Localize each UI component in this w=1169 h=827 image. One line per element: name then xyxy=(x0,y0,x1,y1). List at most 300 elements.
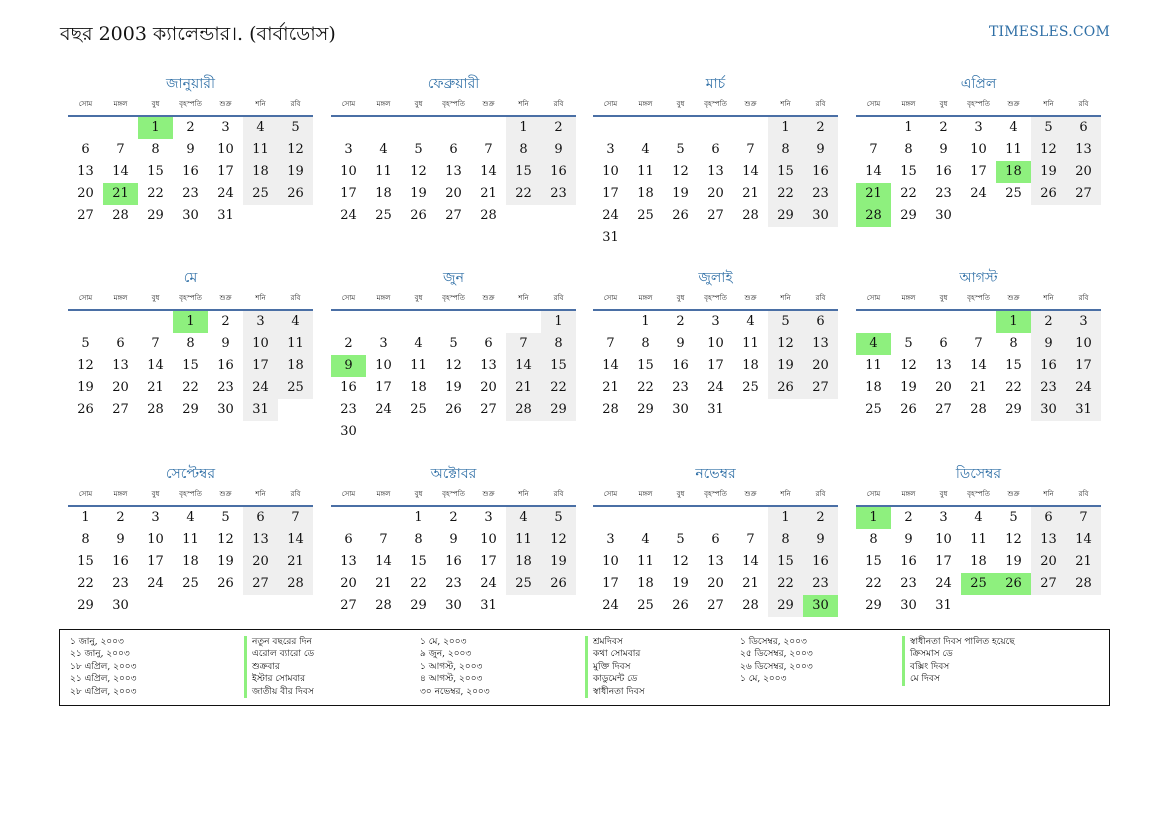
day-cell[interactable]: 20 xyxy=(935,380,952,395)
day-cell[interactable]: 26 xyxy=(900,402,917,417)
day-cell[interactable]: 20 xyxy=(707,186,724,201)
day-cell[interactable]: 15 xyxy=(768,161,803,183)
day-cell[interactable]: 26 xyxy=(77,402,94,417)
day-cell[interactable]: 20 xyxy=(803,355,838,377)
day-cell[interactable]: 22 xyxy=(182,380,199,395)
day-cell[interactable]: 29 xyxy=(768,205,803,227)
day-cell[interactable]: 12 xyxy=(541,529,576,551)
holiday-day-cell[interactable]: 1 xyxy=(856,507,891,529)
day-cell[interactable]: 12 xyxy=(217,532,234,547)
day-cell[interactable]: 9 xyxy=(541,139,576,161)
day-cell[interactable]: 8 xyxy=(768,139,803,161)
day-cell[interactable]: 11 xyxy=(410,358,427,373)
day-cell[interactable]: 19 xyxy=(445,380,462,395)
day-cell[interactable]: 21 xyxy=(375,576,392,591)
day-cell[interactable]: 19 xyxy=(278,161,313,183)
day-cell[interactable]: 8 xyxy=(869,532,878,547)
day-cell[interactable]: 28 xyxy=(742,598,759,613)
day-cell[interactable]: 14 xyxy=(602,358,619,373)
day-cell[interactable]: 10 xyxy=(1066,333,1101,355)
day-cell[interactable]: 4 xyxy=(746,314,755,329)
day-cell[interactable]: 7 xyxy=(746,532,755,547)
day-cell[interactable]: 28 xyxy=(112,208,129,223)
day-cell[interactable]: 5 xyxy=(1031,117,1066,139)
day-cell[interactable]: 27 xyxy=(1031,573,1066,595)
day-cell[interactable]: 3 xyxy=(379,336,388,351)
day-cell[interactable]: 21 xyxy=(602,380,619,395)
day-cell[interactable]: 2 xyxy=(803,117,838,139)
day-cell[interactable]: 26 xyxy=(410,208,427,223)
day-cell[interactable]: 22 xyxy=(77,576,94,591)
day-cell[interactable]: 2 xyxy=(116,510,125,525)
day-cell[interactable]: 23 xyxy=(900,576,917,591)
day-cell[interactable]: 23 xyxy=(112,576,129,591)
day-cell[interactable]: 15 xyxy=(900,164,917,179)
day-cell[interactable]: 5 xyxy=(676,142,685,157)
day-cell[interactable]: 7 xyxy=(151,336,160,351)
day-cell[interactable]: 11 xyxy=(1005,142,1022,157)
day-cell[interactable]: 13 xyxy=(480,358,497,373)
day-cell[interactable]: 14 xyxy=(112,164,129,179)
day-cell[interactable]: 23 xyxy=(445,576,462,591)
day-cell[interactable]: 16 xyxy=(900,554,917,569)
day-cell[interactable]: 5 xyxy=(221,510,230,525)
day-cell[interactable]: 17 xyxy=(707,358,724,373)
day-cell[interactable]: 13 xyxy=(340,554,357,569)
day-cell[interactable]: 29 xyxy=(768,595,803,617)
day-cell[interactable]: 29 xyxy=(410,598,427,613)
day-cell[interactable]: 27 xyxy=(243,573,278,595)
day-cell[interactable]: 26 xyxy=(1031,183,1066,205)
day-cell[interactable]: 27 xyxy=(1066,183,1101,205)
day-cell[interactable]: 13 xyxy=(707,554,724,569)
day-cell[interactable]: 17 xyxy=(1066,355,1101,377)
day-cell[interactable]: 21 xyxy=(506,377,541,399)
day-cell[interactable]: 16 xyxy=(217,358,234,373)
day-cell[interactable]: 9 xyxy=(449,532,458,547)
day-cell[interactable]: 9 xyxy=(186,142,195,157)
day-cell[interactable]: 25 xyxy=(278,377,313,399)
day-cell[interactable]: 27 xyxy=(707,598,724,613)
holiday-day-cell[interactable]: 28 xyxy=(856,205,891,227)
day-cell[interactable]: 29 xyxy=(541,399,576,421)
day-cell[interactable]: 8 xyxy=(541,333,576,355)
day-cell[interactable]: 30 xyxy=(803,205,838,227)
day-cell[interactable]: 20 xyxy=(340,576,357,591)
day-cell[interactable]: 20 xyxy=(112,380,129,395)
day-cell[interactable]: 17 xyxy=(935,554,952,569)
day-cell[interactable]: 23 xyxy=(217,380,234,395)
day-cell[interactable]: 16 xyxy=(112,554,129,569)
day-cell[interactable]: 24 xyxy=(970,186,987,201)
day-cell[interactable]: 3 xyxy=(606,142,615,157)
holiday-day-cell[interactable]: 4 xyxy=(856,333,891,355)
day-cell[interactable]: 15 xyxy=(410,554,427,569)
day-cell[interactable]: 12 xyxy=(900,358,917,373)
day-cell[interactable]: 21 xyxy=(970,380,987,395)
day-cell[interactable]: 3 xyxy=(1066,311,1101,333)
day-cell[interactable]: 25 xyxy=(243,183,278,205)
day-cell[interactable]: 1 xyxy=(768,507,803,529)
day-cell[interactable]: 21 xyxy=(742,576,759,591)
day-cell[interactable]: 3 xyxy=(344,142,353,157)
day-cell[interactable]: 24 xyxy=(217,186,234,201)
day-cell[interactable]: 24 xyxy=(480,576,497,591)
day-cell[interactable]: 20 xyxy=(1031,551,1066,573)
day-cell[interactable]: 27 xyxy=(480,402,497,417)
day-cell[interactable]: 4 xyxy=(974,510,983,525)
day-cell[interactable]: 7 xyxy=(506,333,541,355)
day-cell[interactable]: 10 xyxy=(970,142,987,157)
day-cell[interactable]: 28 xyxy=(506,399,541,421)
day-cell[interactable]: 24 xyxy=(1066,377,1101,399)
day-cell[interactable]: 28 xyxy=(480,208,497,223)
day-cell[interactable]: 16 xyxy=(803,551,838,573)
day-cell[interactable]: 13 xyxy=(935,358,952,373)
day-cell[interactable]: 15 xyxy=(637,358,654,373)
day-cell[interactable]: 11 xyxy=(375,164,392,179)
day-cell[interactable]: 13 xyxy=(707,164,724,179)
day-cell[interactable]: 1 xyxy=(81,510,90,525)
day-cell[interactable]: 29 xyxy=(77,598,94,613)
day-cell[interactable]: 5 xyxy=(541,507,576,529)
day-cell[interactable]: 2 xyxy=(939,120,948,135)
day-cell[interactable]: 21 xyxy=(742,186,759,201)
day-cell[interactable]: 13 xyxy=(1066,139,1101,161)
day-cell[interactable]: 31 xyxy=(1066,399,1101,421)
day-cell[interactable]: 3 xyxy=(243,311,278,333)
day-cell[interactable]: 11 xyxy=(742,336,759,351)
day-cell[interactable]: 9 xyxy=(221,336,230,351)
day-cell[interactable]: 8 xyxy=(506,139,541,161)
day-cell[interactable]: 3 xyxy=(939,510,948,525)
day-cell[interactable]: 4 xyxy=(641,142,650,157)
day-cell[interactable]: 17 xyxy=(602,186,619,201)
day-cell[interactable]: 1 xyxy=(641,314,650,329)
day-cell[interactable]: 5 xyxy=(1009,510,1018,525)
day-cell[interactable]: 10 xyxy=(935,532,952,547)
day-cell[interactable]: 1 xyxy=(904,120,913,135)
day-cell[interactable]: 22 xyxy=(768,573,803,595)
day-cell[interactable]: 26 xyxy=(541,573,576,595)
day-cell[interactable]: 31 xyxy=(707,402,724,417)
day-cell[interactable]: 23 xyxy=(935,186,952,201)
day-cell[interactable]: 23 xyxy=(182,186,199,201)
day-cell[interactable]: 8 xyxy=(1009,336,1018,351)
day-cell[interactable]: 24 xyxy=(707,380,724,395)
day-cell[interactable]: 13 xyxy=(1031,529,1066,551)
day-cell[interactable]: 5 xyxy=(414,142,423,157)
day-cell[interactable]: 4 xyxy=(379,142,388,157)
day-cell[interactable]: 27 xyxy=(935,402,952,417)
day-cell[interactable]: 27 xyxy=(77,208,94,223)
day-cell[interactable]: 4 xyxy=(1009,120,1018,135)
day-cell[interactable]: 12 xyxy=(1005,532,1022,547)
holiday-day-cell[interactable]: 1 xyxy=(996,311,1031,333)
day-cell[interactable]: 19 xyxy=(672,186,689,201)
day-cell[interactable]: 9 xyxy=(803,139,838,161)
day-cell[interactable]: 11 xyxy=(243,139,278,161)
day-cell[interactable]: 8 xyxy=(186,336,195,351)
day-cell[interactable]: 21 xyxy=(147,380,164,395)
holiday-day-cell[interactable]: 30 xyxy=(803,595,838,617)
day-cell[interactable]: 5 xyxy=(676,532,685,547)
day-cell[interactable]: 17 xyxy=(375,380,392,395)
day-cell[interactable]: 19 xyxy=(541,551,576,573)
day-cell[interactable]: 13 xyxy=(803,333,838,355)
day-cell[interactable]: 26 xyxy=(672,208,689,223)
day-cell[interactable]: 3 xyxy=(484,510,493,525)
day-cell[interactable]: 23 xyxy=(803,573,838,595)
day-cell[interactable]: 22 xyxy=(410,576,427,591)
day-cell[interactable]: 29 xyxy=(147,208,164,223)
day-cell[interactable]: 17 xyxy=(243,355,278,377)
holiday-day-cell[interactable]: 21 xyxy=(856,183,891,205)
day-cell[interactable]: 2 xyxy=(541,117,576,139)
holiday-day-cell[interactable]: 18 xyxy=(996,161,1031,183)
day-cell[interactable]: 22 xyxy=(865,576,882,591)
day-cell[interactable]: 3 xyxy=(221,120,230,135)
day-cell[interactable]: 8 xyxy=(414,532,423,547)
day-cell[interactable]: 18 xyxy=(637,186,654,201)
day-cell[interactable]: 5 xyxy=(81,336,90,351)
day-cell[interactable]: 15 xyxy=(541,355,576,377)
day-cell[interactable]: 12 xyxy=(1031,139,1066,161)
day-cell[interactable]: 7 xyxy=(746,142,755,157)
day-cell[interactable]: 7 xyxy=(484,142,493,157)
day-cell[interactable]: 30 xyxy=(112,598,129,613)
day-cell[interactable]: 18 xyxy=(182,554,199,569)
day-cell[interactable]: 11 xyxy=(637,164,654,179)
day-cell[interactable]: 14 xyxy=(480,164,497,179)
day-cell[interactable]: 23 xyxy=(803,183,838,205)
day-cell[interactable]: 23 xyxy=(340,402,357,417)
day-cell[interactable]: 6 xyxy=(711,532,720,547)
day-cell[interactable]: 6 xyxy=(243,507,278,529)
day-cell[interactable]: 25 xyxy=(182,576,199,591)
day-cell[interactable]: 10 xyxy=(243,333,278,355)
day-cell[interactable]: 17 xyxy=(480,554,497,569)
day-cell[interactable]: 25 xyxy=(506,573,541,595)
day-cell[interactable]: 11 xyxy=(182,532,199,547)
day-cell[interactable]: 20 xyxy=(1066,161,1101,183)
day-cell[interactable]: 15 xyxy=(1005,358,1022,373)
day-cell[interactable]: 12 xyxy=(672,164,689,179)
day-cell[interactable]: 6 xyxy=(484,336,493,351)
day-cell[interactable]: 20 xyxy=(445,186,462,201)
day-cell[interactable]: 20 xyxy=(707,576,724,591)
holiday-day-cell[interactable]: 1 xyxy=(173,311,208,333)
holiday-day-cell[interactable]: 9 xyxy=(331,355,366,377)
day-cell[interactable]: 25 xyxy=(865,402,882,417)
day-cell[interactable]: 14 xyxy=(147,358,164,373)
day-cell[interactable]: 22 xyxy=(1005,380,1022,395)
day-cell[interactable]: 4 xyxy=(641,532,650,547)
day-cell[interactable]: 12 xyxy=(672,554,689,569)
day-cell[interactable]: 4 xyxy=(186,510,195,525)
day-cell[interactable]: 16 xyxy=(340,380,357,395)
holiday-day-cell[interactable]: 26 xyxy=(996,573,1031,595)
day-cell[interactable]: 28 xyxy=(278,573,313,595)
day-cell[interactable]: 30 xyxy=(935,208,952,223)
day-cell[interactable]: 13 xyxy=(77,164,94,179)
day-cell[interactable]: 7 xyxy=(606,336,615,351)
day-cell[interactable]: 14 xyxy=(742,164,759,179)
day-cell[interactable]: 3 xyxy=(974,120,983,135)
day-cell[interactable]: 2 xyxy=(904,510,913,525)
day-cell[interactable]: 4 xyxy=(506,507,541,529)
day-cell[interactable]: 17 xyxy=(217,164,234,179)
day-cell[interactable]: 16 xyxy=(803,161,838,183)
day-cell[interactable]: 23 xyxy=(1031,377,1066,399)
day-cell[interactable]: 31 xyxy=(480,598,497,613)
day-cell[interactable]: 12 xyxy=(278,139,313,161)
day-cell[interactable]: 14 xyxy=(375,554,392,569)
day-cell[interactable]: 7 xyxy=(379,532,388,547)
day-cell[interactable]: 19 xyxy=(77,380,94,395)
day-cell[interactable]: 18 xyxy=(742,358,759,373)
day-cell[interactable]: 14 xyxy=(865,164,882,179)
day-cell[interactable]: 19 xyxy=(672,576,689,591)
day-cell[interactable]: 25 xyxy=(742,380,759,395)
day-cell[interactable]: 12 xyxy=(77,358,94,373)
day-cell[interactable]: 10 xyxy=(480,532,497,547)
day-cell[interactable]: 14 xyxy=(970,358,987,373)
day-cell[interactable]: 9 xyxy=(904,532,913,547)
day-cell[interactable]: 7 xyxy=(278,507,313,529)
day-cell[interactable]: 9 xyxy=(1031,333,1066,355)
day-cell[interactable]: 6 xyxy=(1031,507,1066,529)
day-cell[interactable]: 20 xyxy=(77,186,94,201)
day-cell[interactable]: 30 xyxy=(217,402,234,417)
day-cell[interactable]: 25 xyxy=(637,208,654,223)
day-cell[interactable]: 30 xyxy=(672,402,689,417)
day-cell[interactable]: 6 xyxy=(1066,117,1101,139)
day-cell[interactable]: 9 xyxy=(116,532,125,547)
day-cell[interactable]: 25 xyxy=(375,208,392,223)
day-cell[interactable]: 2 xyxy=(186,120,195,135)
day-cell[interactable]: 27 xyxy=(340,598,357,613)
day-cell[interactable]: 25 xyxy=(1005,186,1022,201)
day-cell[interactable]: 22 xyxy=(900,186,917,201)
day-cell[interactable]: 8 xyxy=(151,142,160,157)
day-cell[interactable]: 8 xyxy=(641,336,650,351)
day-cell[interactable]: 21 xyxy=(480,186,497,201)
holiday-day-cell[interactable]: 21 xyxy=(103,183,138,205)
day-cell[interactable]: 7 xyxy=(869,142,878,157)
day-cell[interactable]: 15 xyxy=(147,164,164,179)
day-cell[interactable]: 28 xyxy=(970,402,987,417)
day-cell[interactable]: 28 xyxy=(375,598,392,613)
day-cell[interactable]: 1 xyxy=(506,117,541,139)
day-cell[interactable]: 20 xyxy=(243,551,278,573)
day-cell[interactable]: 22 xyxy=(541,377,576,399)
day-cell[interactable]: 7 xyxy=(1066,507,1101,529)
day-cell[interactable]: 14 xyxy=(742,554,759,569)
day-cell[interactable]: 6 xyxy=(449,142,458,157)
day-cell[interactable]: 8 xyxy=(81,532,90,547)
holiday-day-cell[interactable]: 25 xyxy=(961,573,996,595)
day-cell[interactable]: 27 xyxy=(445,208,462,223)
day-cell[interactable]: 13 xyxy=(445,164,462,179)
day-cell[interactable]: 25 xyxy=(637,598,654,613)
day-cell[interactable]: 12 xyxy=(445,358,462,373)
day-cell[interactable]: 16 xyxy=(445,554,462,569)
day-cell[interactable]: 18 xyxy=(410,380,427,395)
day-cell[interactable]: 2 xyxy=(449,510,458,525)
day-cell[interactable]: 17 xyxy=(970,164,987,179)
day-cell[interactable]: 11 xyxy=(637,554,654,569)
day-cell[interactable]: 2 xyxy=(221,314,230,329)
day-cell[interactable]: 8 xyxy=(768,529,803,551)
day-cell[interactable]: 31 xyxy=(602,230,619,245)
day-cell[interactable]: 28 xyxy=(602,402,619,417)
day-cell[interactable]: 24 xyxy=(602,598,619,613)
day-cell[interactable]: 5 xyxy=(768,311,803,333)
day-cell[interactable]: 10 xyxy=(602,164,619,179)
day-cell[interactable]: 19 xyxy=(768,355,803,377)
day-cell[interactable]: 9 xyxy=(803,529,838,551)
day-cell[interactable]: 7 xyxy=(116,142,125,157)
day-cell[interactable]: 17 xyxy=(147,554,164,569)
day-cell[interactable]: 24 xyxy=(340,208,357,223)
day-cell[interactable]: 18 xyxy=(278,355,313,377)
holiday-day-cell[interactable]: 1 xyxy=(138,117,173,139)
day-cell[interactable]: 5 xyxy=(449,336,458,351)
day-cell[interactable]: 29 xyxy=(637,402,654,417)
day-cell[interactable]: 10 xyxy=(375,358,392,373)
day-cell[interactable]: 27 xyxy=(803,377,838,399)
day-cell[interactable]: 14 xyxy=(1066,529,1101,551)
day-cell[interactable]: 2 xyxy=(344,336,353,351)
day-cell[interactable]: 30 xyxy=(182,208,199,223)
day-cell[interactable]: 6 xyxy=(711,142,720,157)
day-cell[interactable]: 11 xyxy=(865,358,882,373)
day-cell[interactable]: 30 xyxy=(900,598,917,613)
day-cell[interactable]: 16 xyxy=(1031,355,1066,377)
day-cell[interactable]: 10 xyxy=(707,336,724,351)
day-cell[interactable]: 6 xyxy=(803,311,838,333)
day-cell[interactable]: 1 xyxy=(541,311,576,333)
day-cell[interactable]: 19 xyxy=(1005,554,1022,569)
day-cell[interactable]: 6 xyxy=(939,336,948,351)
day-cell[interactable]: 22 xyxy=(147,186,164,201)
day-cell[interactable]: 15 xyxy=(506,161,541,183)
day-cell[interactable]: 19 xyxy=(1031,161,1066,183)
day-cell[interactable]: 6 xyxy=(344,532,353,547)
day-cell[interactable]: 26 xyxy=(278,183,313,205)
day-cell[interactable]: 4 xyxy=(278,311,313,333)
day-cell[interactable]: 22 xyxy=(637,380,654,395)
day-cell[interactable]: 15 xyxy=(768,551,803,573)
day-cell[interactable]: 3 xyxy=(711,314,720,329)
day-cell[interactable]: 18 xyxy=(865,380,882,395)
day-cell[interactable]: 11 xyxy=(970,532,987,547)
day-cell[interactable]: 23 xyxy=(672,380,689,395)
day-cell[interactable]: 12 xyxy=(410,164,427,179)
day-cell[interactable]: 27 xyxy=(707,208,724,223)
day-cell[interactable]: 24 xyxy=(243,377,278,399)
day-cell[interactable]: 31 xyxy=(935,598,952,613)
day-cell[interactable]: 19 xyxy=(900,380,917,395)
day-cell[interactable]: 31 xyxy=(243,399,278,421)
day-cell[interactable]: 18 xyxy=(243,161,278,183)
day-cell[interactable]: 28 xyxy=(1066,573,1101,595)
day-cell[interactable]: 24 xyxy=(602,208,619,223)
day-cell[interactable]: 13 xyxy=(112,358,129,373)
day-cell[interactable]: 12 xyxy=(768,333,803,355)
day-cell[interactable]: 21 xyxy=(278,551,313,573)
